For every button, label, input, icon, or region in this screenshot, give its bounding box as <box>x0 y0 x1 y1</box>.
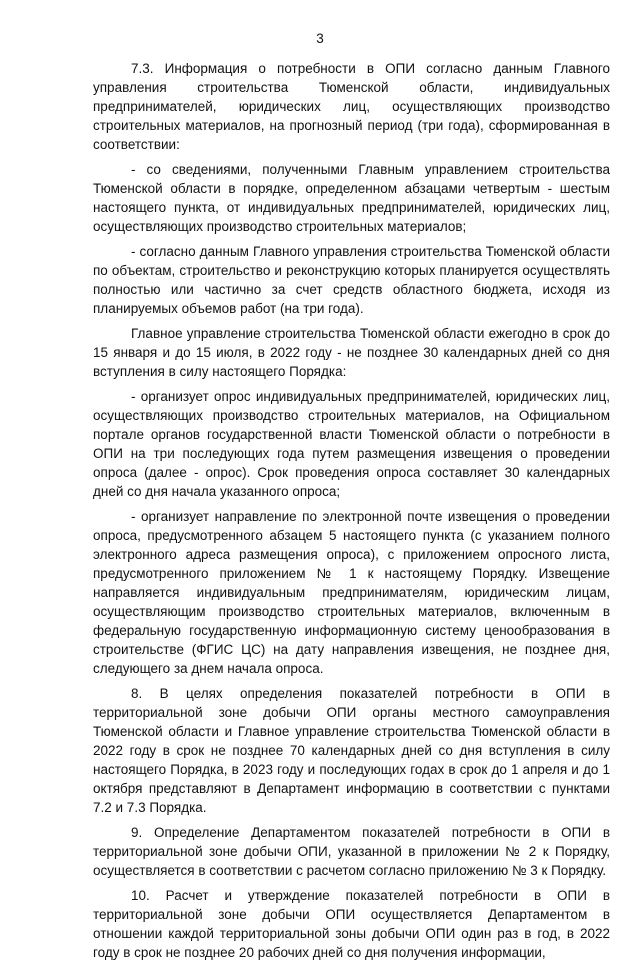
paragraph-7-3: 7.3. Информация о потребности в ОПИ согласно данным Главного управления строительства Тюменской области, индивидуальных предпринимателей, юридических лиц, осуществляющих производство строительных материалов, на прогнозный период (три года), сформированная в соответствии: <box>93 61 610 152</box>
paragraph-9: 9. Определение Департаментом показателей потребности в ОПИ в территориальной зоне добычи ОПИ, указанной в приложении № 2 к Порядку, осуществляется в соответствии с расчетом согласно приложению № 3 к Порядку. <box>93 825 610 878</box>
paragraph-dash-budget: - согласно данным Главного управления строительства Тюменской области по объектам, строительство и реконструкцию которых планируется осуществлять полностью или частично за счет средств областного бюджета, исходя из планируемых объемов работ (на три года). <box>93 244 610 316</box>
paragraph-main-directorate: Главное управление строительства Тюменской области ежегодно в срок до 15 января и до 15 июля, в 2022 году - не позднее 30 календарных дней со дня вступления в силу настоящего Порядка: <box>93 326 610 379</box>
paragraph-8: 8. В целях определения показателей потребности в ОПИ в территориальной зоне добычи ОПИ органы местного самоуправления Тюменской области и Главное управление строительства Тюменской области в 2022 году в срок не позднее 70 календарных дней со дня вступления в силу настоящего Порядка, в 2023 году и последующих годах в срок до 1 апреля и до 1 октября представляют в Департамент информацию в соответствии с пунктами 7.2 и 7.3 Порядка. <box>93 686 610 815</box>
paragraph-10: 10. Расчет и утверждение показателей потребности в ОПИ в территориальной зоне добычи ОПИ осуществляется Департаментом в отношении каждой территориальной зоны добычи ОПИ один раз в год, в 2022 году в срок не позднее 20 рабочих дней со дня получения информации, <box>93 888 610 960</box>
page-number: 3 <box>316 31 324 46</box>
paragraph-dash-sources: - со сведениями, полученными Главным управлением строительства Тюменской области в порядке, определенном абзацами четвертым - шестым настоящего пункта, от индивидуальных предпринимателей, юридических лиц, осуществляющих производство строительных материалов; <box>93 162 610 234</box>
paragraph-dash-survey: - организует опрос индивидуальных предпринимателей, юридических лиц, осуществляющих производство строительных материалов, на Официальном портале органов государственной власти Тюменской области о потребности в ОПИ на три последующих года путем размещения извещения о проведении опроса (далее - опрос). Срок проведения опроса составляет 30 календарных дней со дня начала указанного опроса; <box>93 389 610 499</box>
document-body <box>93 59 610 968</box>
paragraph-dash-email-notice: - организует направление по электронной почте извещения о проведении опроса, предусмотренного абзацем 5 настоящего пункта (с указанием полного электронного адреса размещения опроса), с приложением опросного листа, предусмотренного приложением № 1 к настоящему Порядку. Извещение направляется индивидуальным предпринимателям, юридическим лицам, осуществляющим производство строительных материалов, включенным в федеральную государственную информационную систему ценообразования в строительстве (ФГИС ЦС) на дату направления извещения, не позднее дня, следующего за днем начала опроса. <box>93 509 610 676</box>
